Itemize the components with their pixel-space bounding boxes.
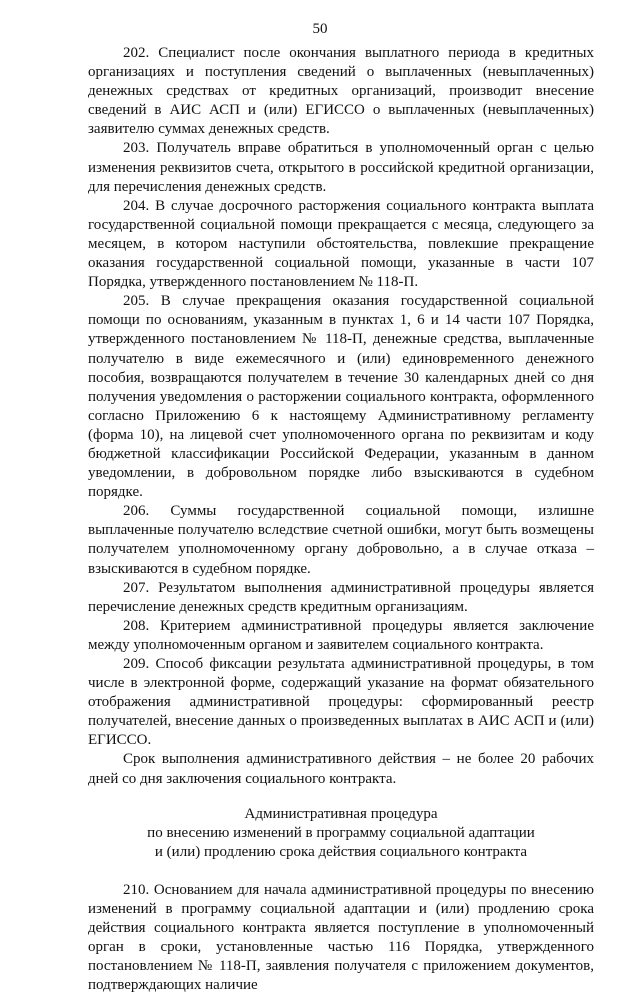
paragraph-203: 203. Получатель вправе обратиться в уполномоченный орган с целью изменения реквизитов счета, открытого в российской кредитной организации, для перечисления денежных средств. — [88, 140, 594, 195]
section-heading-line: и (или) продлению срока действия социального контракта — [154, 843, 528, 860]
section-heading-line: Административная процедура — [244, 805, 438, 822]
paragraph-207: 207. Результатом выполнения административной процедуры является перечисление денежных средств кредитным организациям. — [88, 579, 594, 615]
paragraph-206: 206. Суммы государственной социальной помощи, излишне выплаченные получателю вследствие счетной ошибки, могут быть возмещены получателем уполномоченному органу добровольно, а в случае отказа – взыскиваются в судебном порядке. — [88, 503, 594, 577]
paragraph-deadline: Срок выполнения административного действия – не более 20 рабочих дней со дня заключения социального контракта. — [88, 751, 594, 787]
section-heading-line: по внесению изменений в программу социальной адаптации — [147, 824, 535, 841]
paragraph-210: 210. Основанием для начала административной процедуры по внесению изменений в программу социальной адаптации и (или) продлению срока действия социального контракта является поступление в уполномоченный орган в сроки, установленные частью 116 Порядка, утвержденного постановлением № 118-П, заявления получателя с приложением документов, подтверждающих наличие — [88, 881, 594, 994]
document-body — [88, 44, 594, 996]
paragraph-205: 205. В случае прекращения оказания государственной социальной помощи по основаниям, указанным в пунктах 1, 6 и 14 части 107 Порядка, утвержденного постановлением № 118-П, денежные средства, выплаченные получателю в виде ежемесячного и (или) единовременного денежного пособия, возвращаются получателем в течение 30 календарных дней со дня получения уведомления о расторжении социального контракта, оформленного согласно Приложению 6 к настоящему Административному регламенту (форма 10), на лицевой счет уполномоченного органа по реквизитам и коду бюджетной классификации Российской Федерации, указанным в данном уведомлении, в добровольном порядке либо взыскиваются в судебном порядке. — [88, 293, 594, 501]
paragraph-204: 204. В случае досрочного расторжения социального контракта выплата государственной социальной помощи прекращается с месяца, следующего за месяцем, в котором наступили обстоятельства, повлекшие прекращение оказания государственной социальной помощи, указанные в части 107 Порядка, утвержденного постановлением № 118-П. — [88, 197, 594, 291]
page-number: 50 — [312, 21, 328, 37]
paragraph-208: 208. Критерием административной процедуры является заключение между уполномоченным органом и заявителем социального контракта. — [88, 617, 594, 653]
paragraph-209: 209. Способ фиксации результата административной процедуры, в том числе в электронной форме, содержащий указание на формат обязательного отображения административной процедуры: сформированный реестр получателей, внесение данных о произведенных выплатах в АИС АСП и (или) ЕГИССО. — [88, 656, 594, 749]
paragraph-202: 202. Специалист после окончания выплатного периода в кредитных организациях и поступления сведений о выплаченных (невыплаченных) денежных средствах от кредитных организаций, производит внесение сведений в АИС АСП и (или) ЕГИССО о выплаченных (невыплаченных) заявителю суммах денежных средств. — [88, 45, 594, 138]
section-heading — [88, 805, 594, 862]
